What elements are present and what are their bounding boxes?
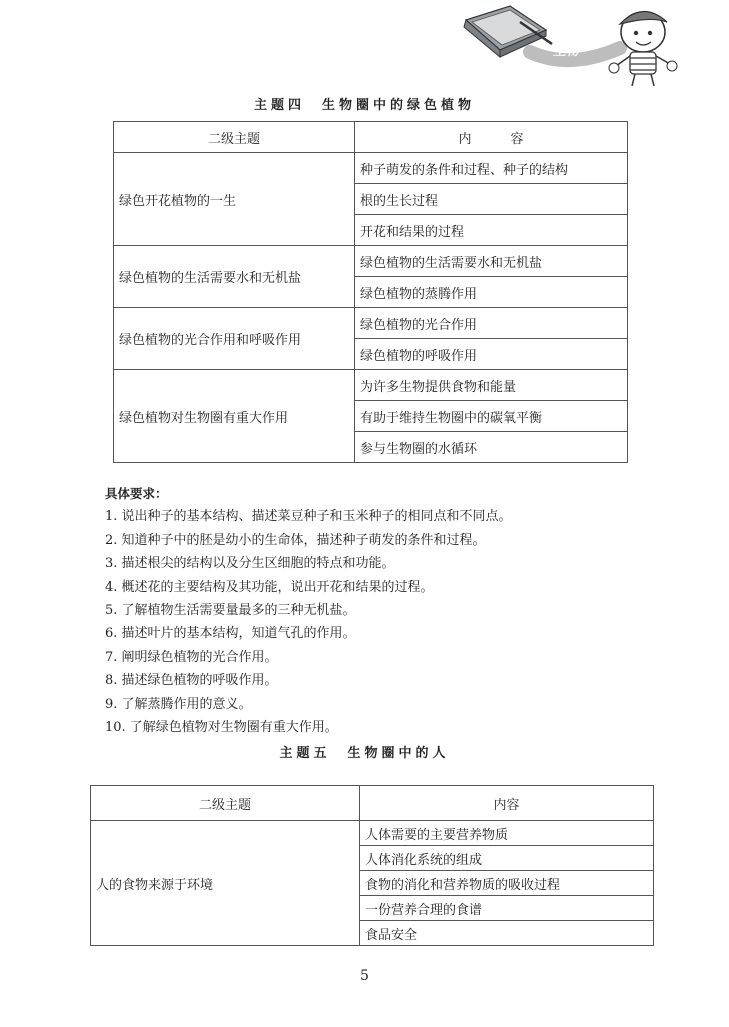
content-cell: 一份营养合理的食谱	[360, 896, 654, 921]
topic-cell: 人的食物来源于环境	[91, 821, 360, 946]
content-cell: 根的生长过程	[355, 184, 628, 215]
content-cell: 开花和结果的过程	[355, 215, 628, 246]
section5-title: 主题五 生物圈中的人	[279, 746, 450, 761]
topic-cell: 绿色植物对生物圈有重大作用	[114, 370, 355, 463]
requirements-heading: 具体要求：	[105, 486, 168, 501]
requirements-list	[105, 482, 512, 739]
topic-cell: 绿色植物的生活需要水和无机盐	[114, 246, 355, 308]
content-cell: 绿色植物的生活需要水和无机盐	[355, 246, 628, 277]
content-cell: 人体需要的主要营养物质	[360, 821, 654, 846]
content-cell: 绿色植物的蒸腾作用	[355, 277, 628, 308]
requirement-item: 3. 描述根尖的结构以及分生区细胞的特点和功能。	[105, 556, 395, 572]
content-cell: 食品安全	[360, 921, 654, 946]
table-row	[91, 821, 654, 846]
header-illustration	[460, 0, 729, 90]
table-row	[114, 153, 628, 184]
table-row	[114, 246, 628, 277]
content-cell: 种子萌发的条件和过程、种子的结构	[355, 153, 628, 184]
requirement-item: 9. 了解蒸腾作用的意义。	[105, 696, 252, 712]
column-header-topic: 二级主题	[91, 786, 360, 821]
table-row	[114, 370, 628, 401]
page-number: 5	[360, 968, 369, 984]
column-header-content: 内容	[360, 786, 654, 821]
table-header-row	[114, 122, 628, 153]
content-cell: 为许多生物提供食物和能量	[355, 370, 628, 401]
column-header-topic: 二级主题	[114, 122, 355, 153]
content-cell: 参与生物圈的水循环	[355, 432, 628, 463]
requirement-item: 10. 了解绿色植物对生物圈有重大作用。	[105, 720, 338, 736]
subject-label: 生物	[553, 44, 580, 59]
content-cell: 食物的消化和营养物质的吸收过程	[360, 871, 654, 896]
section4-title: 主题四 生物圈中的绿色植物	[253, 98, 475, 113]
requirement-item: 6. 描述叶片的基本结构，知道气孔的作用。	[105, 626, 356, 642]
requirement-item: 7. 阐明绿色植物的光合作用。	[105, 649, 278, 665]
section4-table	[113, 121, 628, 463]
table-header-row	[91, 786, 654, 821]
content-cell: 绿色植物的光合作用	[355, 308, 628, 339]
requirement-item: 4. 概述花的主要结构及其功能，说出开花和结果的过程。	[105, 579, 434, 595]
requirement-item: 8. 描述绿色植物的呼吸作用。	[105, 673, 278, 689]
topic-cell: 绿色开花植物的一生	[114, 153, 355, 246]
content-cell: 人体消化系统的组成	[360, 846, 654, 871]
requirement-item: 2. 知道种子中的胚是幼小的生命体，描述种子萌发的条件和过程。	[105, 532, 486, 548]
column-header-content: 内 容	[355, 122, 628, 153]
topic-cell: 绿色植物的光合作用和呼吸作用	[114, 308, 355, 370]
requirement-item: 1. 说出种子的基本结构、描述菜豆种子和玉米种子的相同点和不同点。	[105, 509, 512, 525]
content-cell: 绿色植物的呼吸作用	[355, 339, 628, 370]
content-cell: 有助于维持生物圈中的碳氧平衡	[355, 401, 628, 432]
section5-table	[90, 785, 654, 946]
table-row	[114, 308, 628, 339]
requirement-item: 5. 了解植物生活需要量最多的三种无机盐。	[105, 603, 356, 619]
